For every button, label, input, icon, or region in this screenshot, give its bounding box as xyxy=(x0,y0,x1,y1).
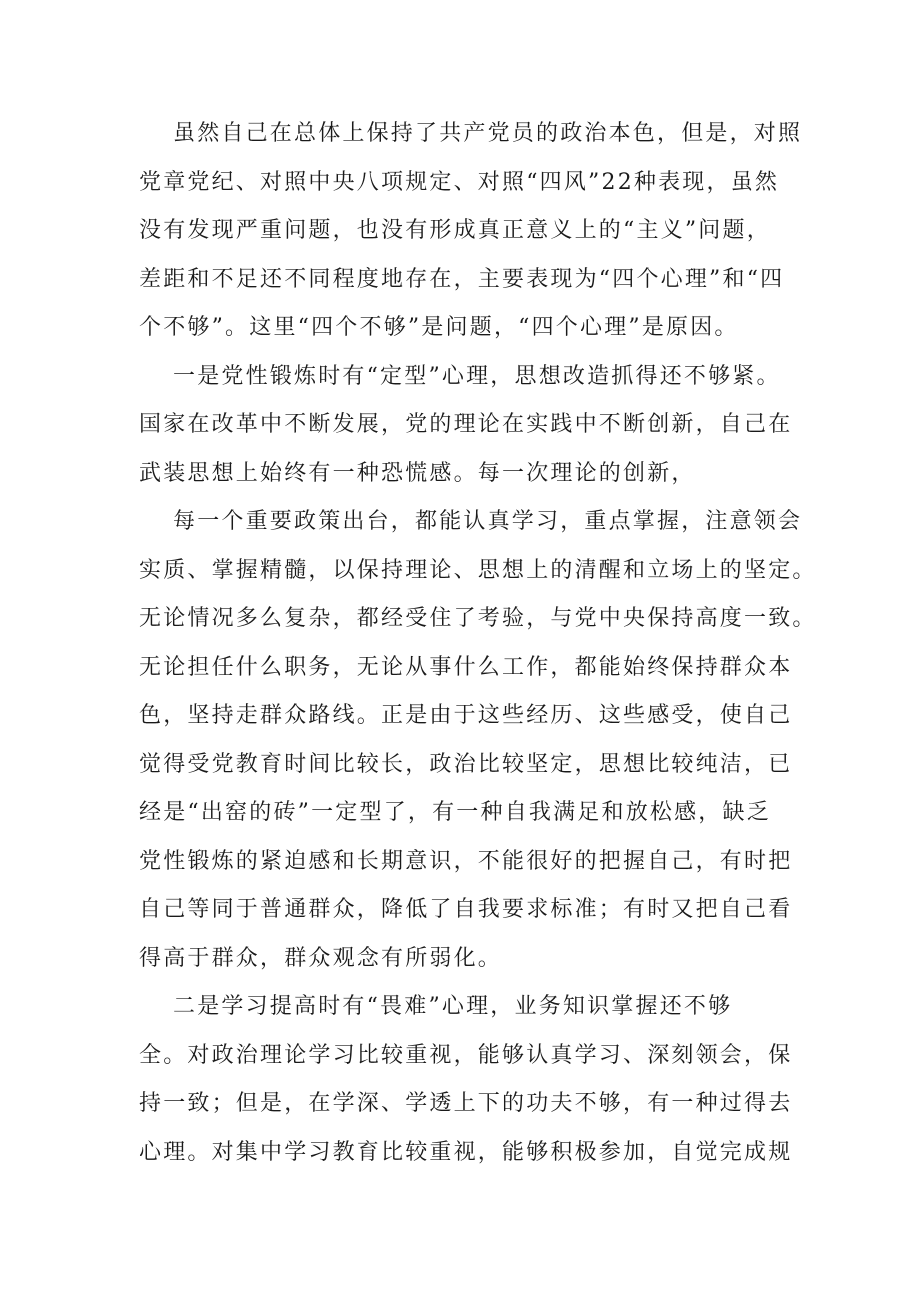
text-line: 经是“出窑的砖”一定型了，有一种自我满足和放松感，缺乏 xyxy=(139,800,771,825)
text-line: 每一个重要政策出台，都能认真学习，重点掌握，注意领会 xyxy=(173,509,803,534)
text-line: 无论担任什么职务，无论从事什么工作，都能始终保持群众本 xyxy=(139,654,793,680)
text-line: 全。对政治理论学习比较重视，能够认真学习、深刻领会，保 xyxy=(139,1042,793,1068)
text-line: 实质、掌握精髓，以保持理论、思想上的清醒和立场上的坚定。 xyxy=(139,557,817,583)
text-line: 色，坚持走群众路线。正是由于这些经历、这些感受，使自己 xyxy=(139,703,793,728)
text-line: 得高于群众，群众观念有所弱化。 xyxy=(139,945,503,971)
text-line: 武装思想上始终有一种恐慌感。每一次理论的创新， xyxy=(139,460,696,486)
text-line: 国家在改革中不断发展，党的理论在实践中不断创新，自己在 xyxy=(139,412,793,437)
text-line: 持一致；但是，在学深、学透上下的功夫不够，有一种过得去 xyxy=(139,1091,793,1116)
text-line: 个不够”。这里“四个不够”是问题，“四个心理”是原因。 xyxy=(139,315,739,340)
text-line: 一是党性锻炼时有“定型”心理，思想改造抓得还不够紧。 xyxy=(173,363,781,389)
document-body xyxy=(139,110,817,1177)
text-line: 党章党纪、对照中央八项规定、对照“四风”22种表现，虽然 xyxy=(139,169,780,195)
text-line: 虽然自己在总体上保持了共产党员的政治本色，但是，对照 xyxy=(173,121,803,146)
text-line: 觉得受党教育时间比较长，政治比较坚定，思想比较纯洁，已 xyxy=(139,751,793,777)
text-line: 心理。对集中学习教育比较重视，能够积极参加，自觉完成规 xyxy=(139,1139,793,1165)
text-line: 党性锻炼的紧迫感和长期意识，不能很好的把握自己，有时把 xyxy=(139,848,793,874)
text-line: 没有发现严重问题，也没有形成真正意义上的“主义”问题， xyxy=(139,218,771,243)
text-line: 二是学习提高时有“畏难”心理，业务知识掌握还不够 xyxy=(173,994,733,1019)
text-line: 无论情况多么复杂，都经受住了考验，与党中央保持高度一致。 xyxy=(139,606,817,631)
text-line: 自己等同于普通群众，降低了自我要求标准；有时又把自己看 xyxy=(139,897,793,922)
text-line: 差距和不足还不同程度地存在，主要表现为“四个心理”和“四 xyxy=(139,266,785,292)
